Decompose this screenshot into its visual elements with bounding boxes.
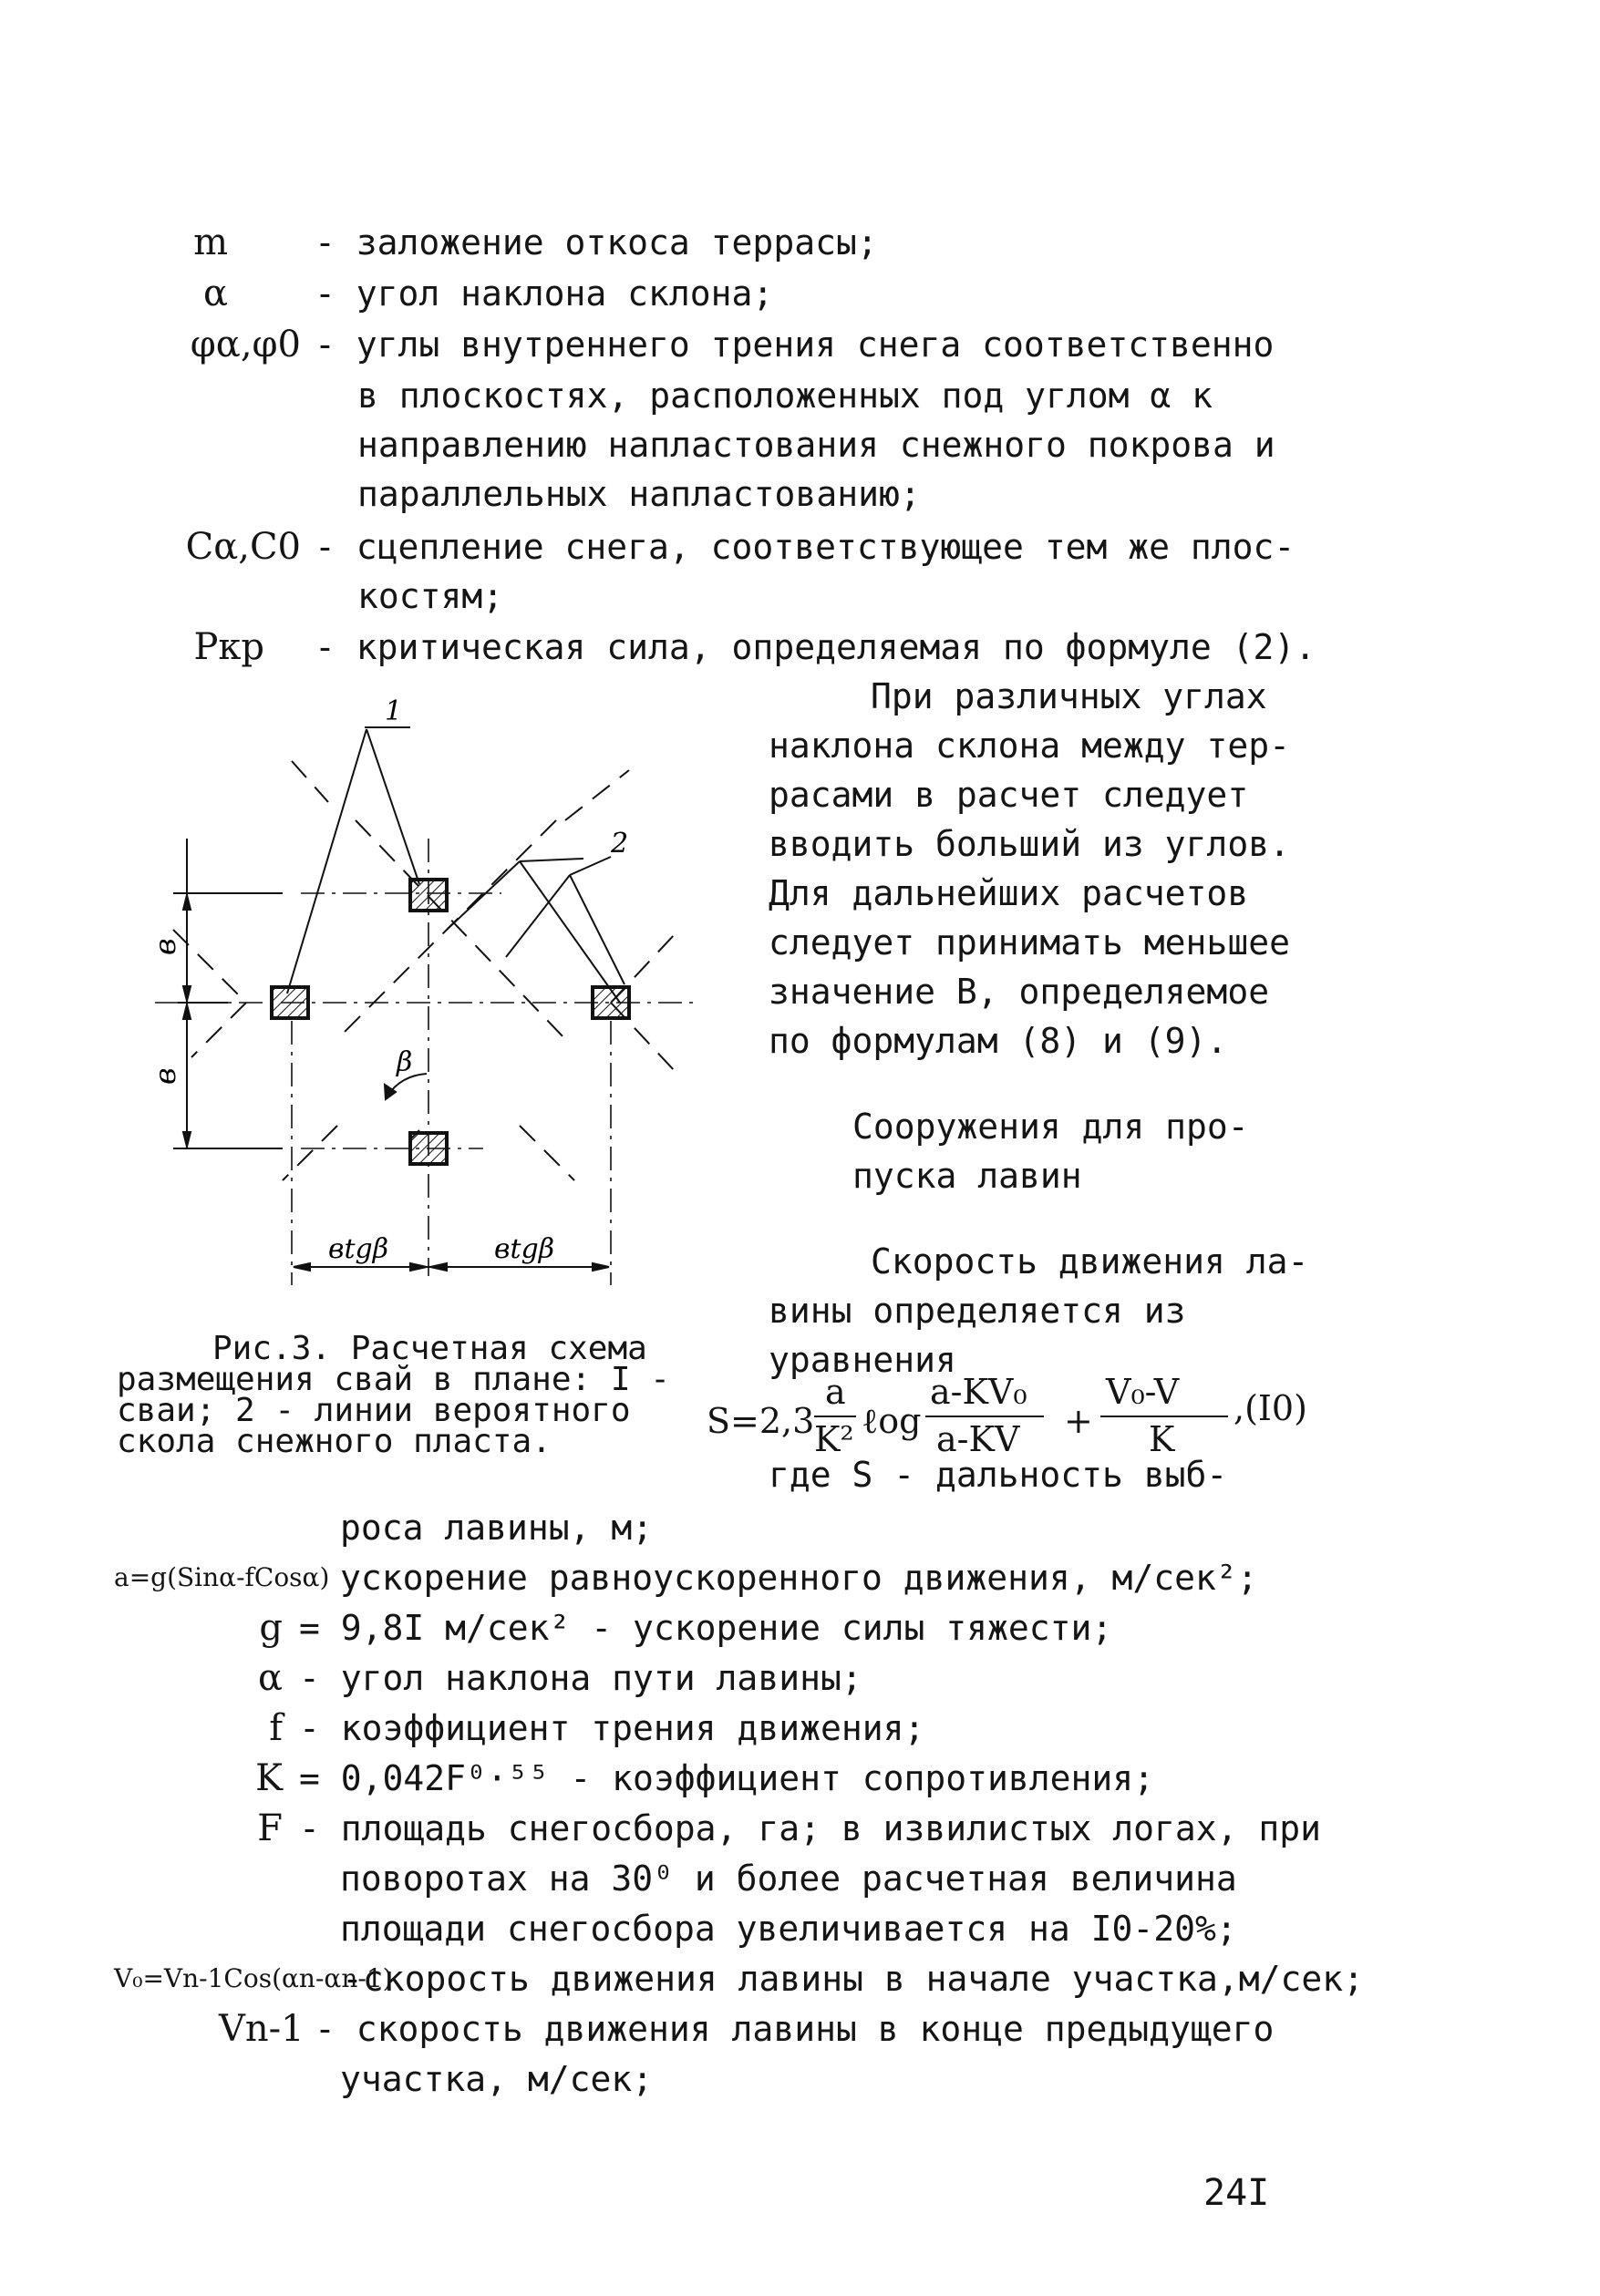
speed-text: вины определяется из — [769, 1291, 1186, 1331]
def-alpha-path: - угол наклона пути лавины; — [299, 1658, 862, 1698]
speed-text: Скорость движения ла- — [871, 1241, 1309, 1282]
def-alpha: - угол наклона склона; — [315, 273, 774, 314]
eq-frac3-den: K — [1149, 1419, 1175, 1459]
label-btgb-right: вtgβ — [494, 1233, 555, 1265]
piles — [272, 880, 629, 1164]
def-phi-3: направлению напластования снежного покрова и — [357, 425, 1275, 465]
symbol-a: a=g(Sinα-fCosα) — [114, 1562, 330, 1592]
def-a: ускорение равноускоренного движения, м/сек²; — [340, 1558, 1258, 1598]
caption-line: скола снежного пласта. — [117, 1423, 552, 1460]
def-k: = 0,042F⁰·⁵⁵ - коэффициент сопротивления; — [299, 1758, 1154, 1798]
eq-number: ,(I0) — [1234, 1388, 1307, 1428]
right-text-line: расами в расчет следует — [769, 775, 1249, 815]
def-vn-1-1: - скорость движения лавины в конце предыдущего — [315, 2009, 1275, 2049]
page-number: 24I — [1203, 2172, 1270, 2214]
symbol-v0: V₀=Vn-1Cos(αn-αn-1) — [114, 1963, 393, 1993]
shear-lines — [173, 761, 675, 1180]
def-phi-1: - углы внутреннего трения снега соответственно — [315, 324, 1275, 365]
eq-lhs: S=2,3 — [707, 1401, 815, 1441]
def-F-1: - площадь снегосбора, га; в извилистых логах, при — [299, 1808, 1322, 1848]
def-vn-1-2: участка, м/сек; — [340, 2059, 654, 2099]
def-F-3: площади снегосбора увеличивается на I0-20%; — [340, 1909, 1237, 1949]
right-text-line: следует принимать меньшее — [769, 922, 1290, 963]
label-b-lower: в — [148, 1067, 182, 1085]
symbol-F: F — [257, 1807, 283, 1849]
eq-frac1-den: K² — [814, 1419, 854, 1459]
symbol-f: f — [269, 1707, 283, 1749]
symbol-alpha-path: α — [257, 1657, 283, 1699]
symbol-k: K — [255, 1757, 283, 1799]
symbol-alpha: α — [202, 273, 228, 314]
where-line: где S - дальность выб- — [769, 1455, 1228, 1495]
def-v0: -скорость движения лавины в начале участка,м/сек; — [342, 1959, 1365, 1999]
caption-line: сваи; 2 - линии вероятного — [117, 1392, 631, 1429]
eq-frac2-num: a-KV₀ — [930, 1372, 1027, 1412]
label-beta: β — [397, 1046, 413, 1078]
caption-line: размещения свай в плане: I - — [117, 1361, 670, 1398]
dimension-lines — [173, 839, 609, 1271]
eq-frac1-num: a — [825, 1372, 846, 1412]
label-b-upper: в — [148, 938, 182, 955]
def-f: - коэффициент трения движения; — [299, 1708, 925, 1748]
eq-frac2-den: a-KV — [936, 1419, 1020, 1459]
right-text-line: наклона склона между тер- — [769, 726, 1290, 766]
symbol-m: m — [193, 221, 228, 263]
def-phi-4: параллельных напластованию; — [357, 474, 921, 514]
right-text-line: значение В, определяемое — [769, 972, 1270, 1012]
caption-line: Рис.3. Расчетная схема — [212, 1330, 647, 1367]
def-c-1: - сцепление снега, соответствующее тем же плос- — [315, 527, 1295, 567]
speed-text: уравнения — [769, 1340, 956, 1380]
eq-plus: + — [1064, 1401, 1093, 1441]
def-s-cont: роса лавины, м; — [340, 1508, 654, 1548]
leader-lines — [287, 727, 625, 1003]
def-g: = 9,8I м/сек² - ускорение силы тяжести; — [299, 1608, 1113, 1648]
right-text-line: Для дальнейших расчетов — [769, 873, 1249, 913]
def-m: - заложение откоса террасы; — [315, 222, 878, 263]
symbol-pkr: Pкр — [193, 626, 264, 668]
def-phi-2: в плоскостях, расположенных под углом α к — [357, 376, 1213, 416]
section-heading: пуска лавин — [852, 1156, 1082, 1196]
section-heading: Сооружения для про- — [852, 1107, 1249, 1147]
symbol-phi: φα,φ0 — [190, 324, 301, 366]
right-text-line: вводить больший из углов. — [769, 824, 1290, 864]
def-c-2: костям; — [357, 576, 504, 616]
right-text-line: по формулам (8) и (9). — [769, 1021, 1228, 1061]
label-btgb-left: вtgβ — [328, 1233, 389, 1265]
pile-layout-diagram — [137, 693, 720, 1294]
label-piles-1: 1 — [385, 695, 403, 727]
label-shear-lines-2: 2 — [611, 828, 629, 860]
def-pkr: - критическая сила, определяемая по формуле (2). — [315, 627, 1316, 667]
eq-log: ℓog — [862, 1401, 922, 1441]
symbol-vn-1: Vn-1 — [219, 2008, 305, 2050]
right-text-line: При различных углах — [871, 676, 1267, 716]
symbol-c: Cα,C0 — [185, 526, 301, 568]
symbol-g: g — [259, 1607, 283, 1649]
def-F-2: поворотах на 30⁰ и более расчетная величина — [340, 1858, 1237, 1899]
eq-frac3-num: V₀-V — [1106, 1372, 1180, 1412]
